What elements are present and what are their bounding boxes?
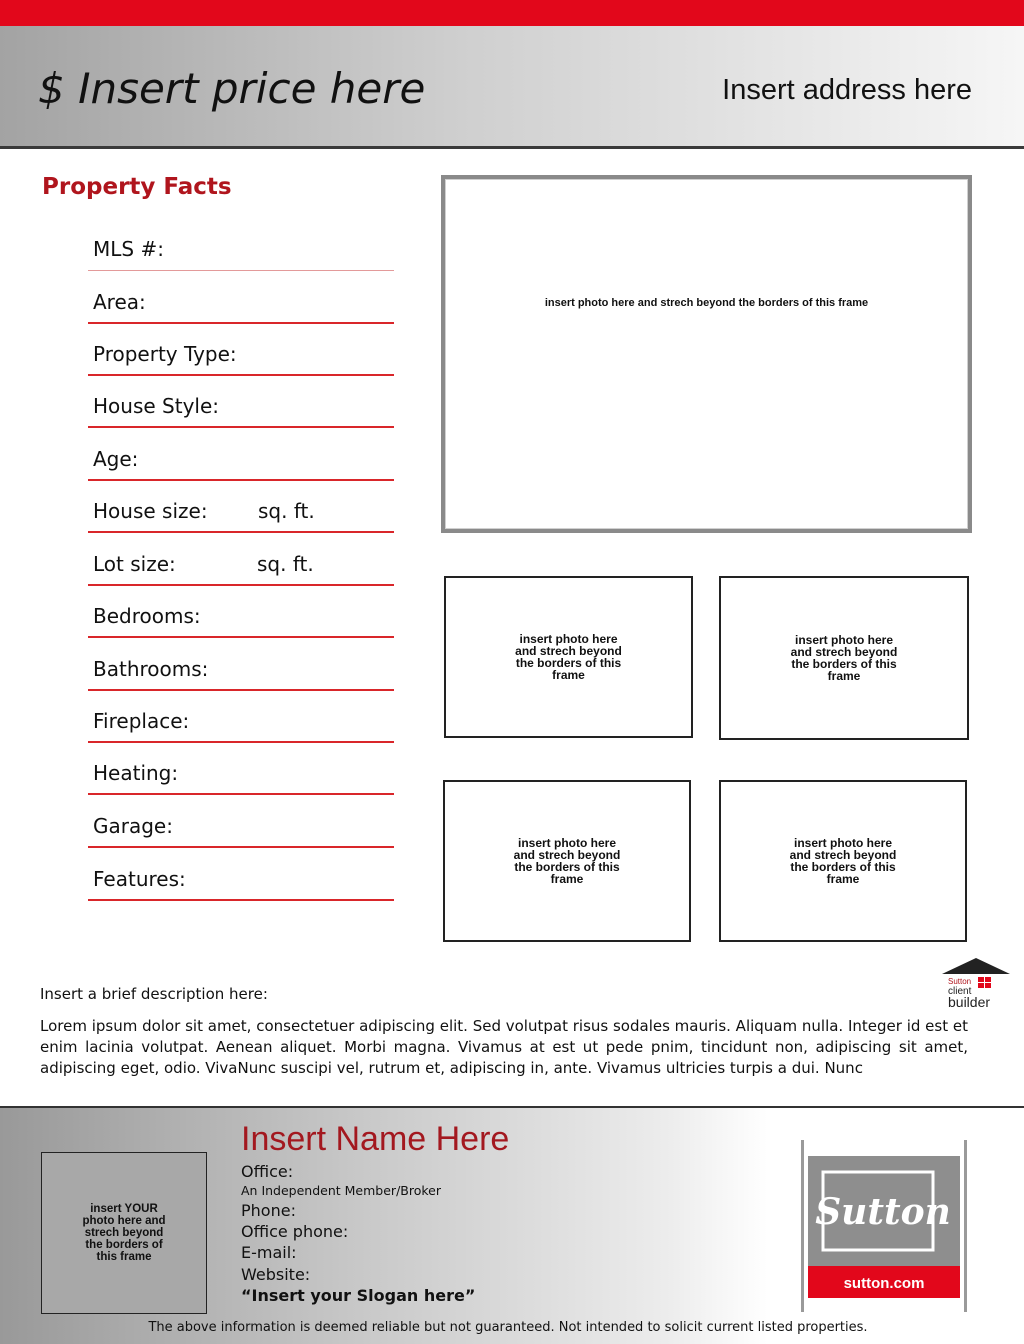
fact-property-type-label: Property Type: <box>93 342 237 366</box>
photo-frame-4[interactable] <box>719 780 967 942</box>
sutton-wordmark: Sutton <box>815 1191 951 1233</box>
description-heading: Insert a brief description here: <box>40 985 268 1003</box>
photo-frame-2-placeholder: insert photo here and strech beyond the borders of this frame <box>790 633 898 683</box>
fact-age <box>88 445 394 481</box>
agent-member: An Independent Member/Broker <box>241 1183 441 1198</box>
fact-area-label: Area: <box>93 290 146 314</box>
main-photo-placeholder: insert photo here and strech beyond the borders of this frame <box>544 297 869 309</box>
fact-features-label: Features: <box>93 867 186 891</box>
agent-email: E-mail: <box>241 1243 297 1262</box>
sutton-logo <box>801 1140 967 1312</box>
client-builder-line2: client <box>948 986 972 997</box>
fact-house-size-label: House size: <box>93 499 208 523</box>
fact-fireplace <box>88 707 394 743</box>
photo-frame-4-placeholder: insert photo here and strech beyond the borders of this frame <box>789 836 897 886</box>
listing-price: $ Insert price here <box>38 64 426 113</box>
client-builder-line1: Sutton <box>948 977 972 986</box>
fact-heating <box>88 759 394 795</box>
photo-frame-1-placeholder: insert photo here and strech beyond the borders of this frame <box>515 632 622 682</box>
fact-garage <box>88 812 394 848</box>
agent-photo-placeholder: insert YOUR photo here and strech beyond the borders of this frame <box>82 1203 166 1263</box>
fact-house-style <box>88 392 394 428</box>
listing-address: Insert address here <box>722 74 972 106</box>
fact-mls-label: MLS #: <box>93 237 164 261</box>
agent-phone: Phone: <box>241 1201 296 1220</box>
fact-lot-size-label: Lot size: <box>93 552 176 576</box>
client-builder-logo <box>940 958 1012 1010</box>
top-red-bar <box>0 0 1024 26</box>
fact-garage-label: Garage: <box>93 814 173 838</box>
fact-house-size <box>88 497 394 533</box>
footer-disclaimer: The above information is deemed reliable but not guaranteed. Not intended to solicit current listed properties. <box>148 1320 868 1335</box>
fact-house-style-label: House Style: <box>93 394 220 418</box>
fact-bedrooms-label: Bedrooms: <box>93 604 201 628</box>
photo-frame-3[interactable] <box>443 780 691 942</box>
agent-photo-frame[interactable] <box>41 1152 207 1314</box>
sutton-url: sutton.com <box>843 1275 925 1292</box>
header-band <box>0 26 1024 149</box>
fact-house-size-unit: sq. ft. <box>258 499 315 523</box>
client-builder-line3: builder <box>948 994 991 1010</box>
agent-name: Insert Name Here <box>241 1120 510 1158</box>
roof-icon <box>942 958 1010 974</box>
photo-frame-3-placeholder: insert photo here and strech beyond the borders of this frame <box>513 836 621 886</box>
agent-office-phone: Office phone: <box>241 1222 349 1241</box>
fact-lot-size <box>88 550 394 586</box>
agent-slogan: “Insert your Slogan here” <box>241 1286 476 1305</box>
photo-frame-1[interactable] <box>444 576 693 738</box>
photo-frame-2[interactable] <box>719 576 969 740</box>
fact-lot-size-unit: sq. ft. <box>257 552 314 576</box>
fact-heating-label: Heating: <box>93 761 179 785</box>
fact-bathrooms-label: Bathrooms: <box>93 657 209 681</box>
fact-mls <box>88 235 394 271</box>
agent-office: Office: <box>241 1162 294 1181</box>
fact-fireplace-label: Fireplace: <box>93 709 190 733</box>
property-facts-title: Property Facts <box>42 174 232 200</box>
description-body: Lorem ipsum dolor sit amet, consectetuer adipiscing elit. Sed volutpat risus sodales mauris. Aliquam nulla. Integer id est et enim lacinia volutpat. Aenean aliquet. Morbi magna. Vivamus at est ut pede pnim, tincidunt non, adipiscing sit amet, adipiscing eget, odio. VivaNunc suscipi vel, rutrum et, adipiscing in, ante. Vivamus ultricies turpis a dui. Nunc <box>40 1017 968 1077</box>
agent-website: Website: <box>241 1265 311 1284</box>
fact-features <box>88 865 394 901</box>
fact-property-type <box>88 340 394 376</box>
main-photo-frame[interactable] <box>441 175 972 533</box>
fact-area <box>88 288 394 324</box>
fact-age-label: Age: <box>93 447 139 471</box>
fact-bedrooms <box>88 602 394 638</box>
fact-bathrooms <box>88 655 394 691</box>
